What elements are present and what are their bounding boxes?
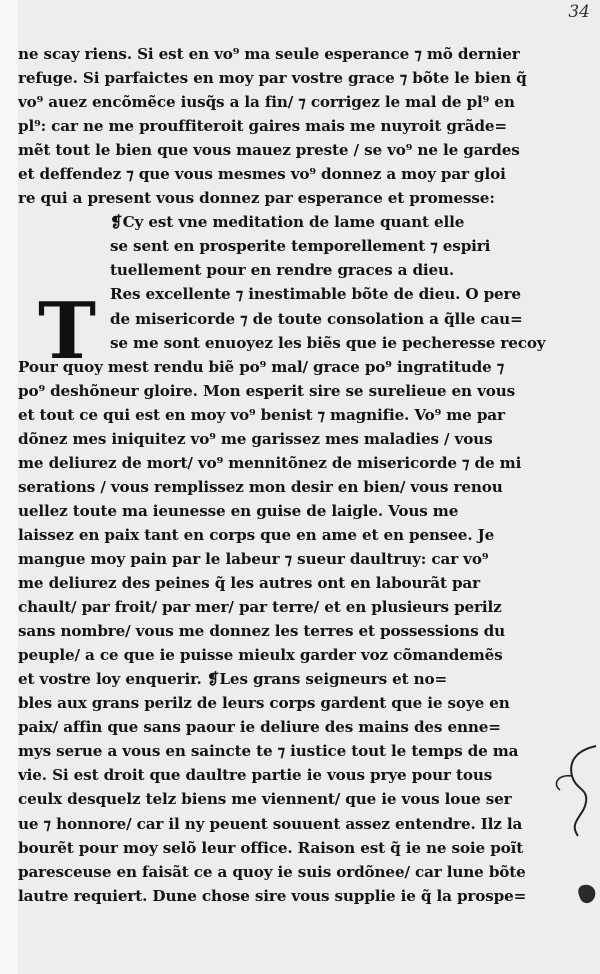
marginal-ink-mark (548, 740, 600, 840)
text-line: chault/ par froit/ par mer/ par terre/ et en plusieurs perilz (18, 598, 502, 617)
text-line: et vostre loy enquerir. ❡Les grans seigneurs et no= (18, 670, 448, 689)
drop-capital: T (37, 286, 97, 377)
ink-spot (575, 880, 600, 910)
text-line: lautre requiert. Dune chose sire vous supplie ie q̃ la prospe= (18, 886, 527, 905)
chapter-heading-line: ❡Cy est vne meditation de lame quant elle (110, 213, 465, 232)
text-line: ue ⁊ honnore/ car il ny peuent souuent assez entendre. Ilz la (18, 814, 523, 833)
text-line: Res excellente ⁊ inestimable bõte de dieu. O pere (110, 285, 521, 304)
text-line: uellez toute ma ieunesse en guise de laigle. Vous me (18, 501, 459, 520)
text-line: et deffendez ⁊ que vous mesmes vo⁹ donnez a moy par gloi (18, 165, 506, 184)
text-line: vie. Si est droit que daultre partie ie vous prye pour tous (18, 766, 493, 785)
chapter-heading-line: tuellement pour en rendre graces a dieu. (110, 261, 455, 280)
text-line: Pour quoy mest rendu biẽ po⁹ mal/ grace po⁹ ingratitude ⁊ (18, 357, 505, 376)
text-line: ceulx desquelz telz biens me viennent/ que ie vous loue ser (18, 790, 512, 809)
text-line: po⁹ deshõneur gloire. Mon esperit sire se surelieue en vous (18, 381, 516, 400)
text-line: me deliurez de mort/ vo⁹ mennitõnez de misericorde ⁊ de mi (18, 453, 522, 472)
text-line: se me sont enuoyez les biẽs que ie pecheresse recoy (110, 333, 546, 352)
text-line: pl⁹: car ne me prouffiteroit gaires mais me nuyroit grãde= (18, 117, 507, 136)
folio-number: 34 (568, 2, 590, 22)
text-line: de misericorde ⁊ de toute consolation a q̃lle cau= (110, 309, 523, 328)
text-line: vo⁹ auez encõmẽce iusq̃s a la fin/ ⁊ corrigez le mal de pl⁹ en (18, 93, 515, 112)
text-line: ne scay riens. Si est en vo⁹ ma seule esperance ⁊ mõ dernier (18, 45, 520, 63)
text-line: mangue moy pain par le labeur ⁊ sueur daultruy: car vo⁹ (18, 549, 489, 568)
text-line: paix/ affin que sans paour ie deliure des mains des enne= (18, 718, 501, 737)
text-line: et tout ce qui est en moy vo⁹ benist ⁊ magnifie. Vo⁹ me par (18, 405, 505, 424)
text-line: bourẽt pour moy selõ leur office. Raison est q̃ ie ne soie poĩt (18, 838, 524, 857)
text-block (18, 42, 546, 908)
text-line: mẽt tout le bien que vous mauez preste / se vo⁹ ne le gardes (18, 141, 520, 160)
chapter-heading-line: se sent en prosperite temporellement ⁊ espiri (110, 237, 491, 256)
text-line: serations / vous remplissez mon desir en bien/ vous renou (18, 477, 503, 496)
page-margin (0, 0, 18, 974)
text-line: mys serue a vous en saincte te ⁊ iustice tout le temps de ma (18, 742, 519, 761)
text-line: refuge. Si parfaictes en moy par vostre grace ⁊ bõte le bien q̃ (18, 69, 527, 88)
text-line: re qui a present vous donnez par esperance et promesse: (18, 189, 495, 208)
text-line: dõnez mes iniquitez vo⁹ me garissez mes maladies / vous (18, 429, 493, 448)
text-line: me deliurez des peines q̃ les autres ont en labourãt par (18, 574, 480, 593)
text-line: paresceuse en faisãt ce a quoy ie suis ordõnee/ car lune bõte (18, 862, 526, 881)
text-line: bles aux grans perilz de leurs corps gardent que ie soye en (18, 694, 510, 713)
text-line: peuple/ a ce que ie puisse mieulx garder voz cõmandemẽs (18, 646, 503, 665)
text-line: sans nombre/ vous me donnez les terres et possessions du (18, 622, 505, 641)
text-line: laissez en paix tant en corps que en ame et en pensee. Je (18, 525, 495, 544)
